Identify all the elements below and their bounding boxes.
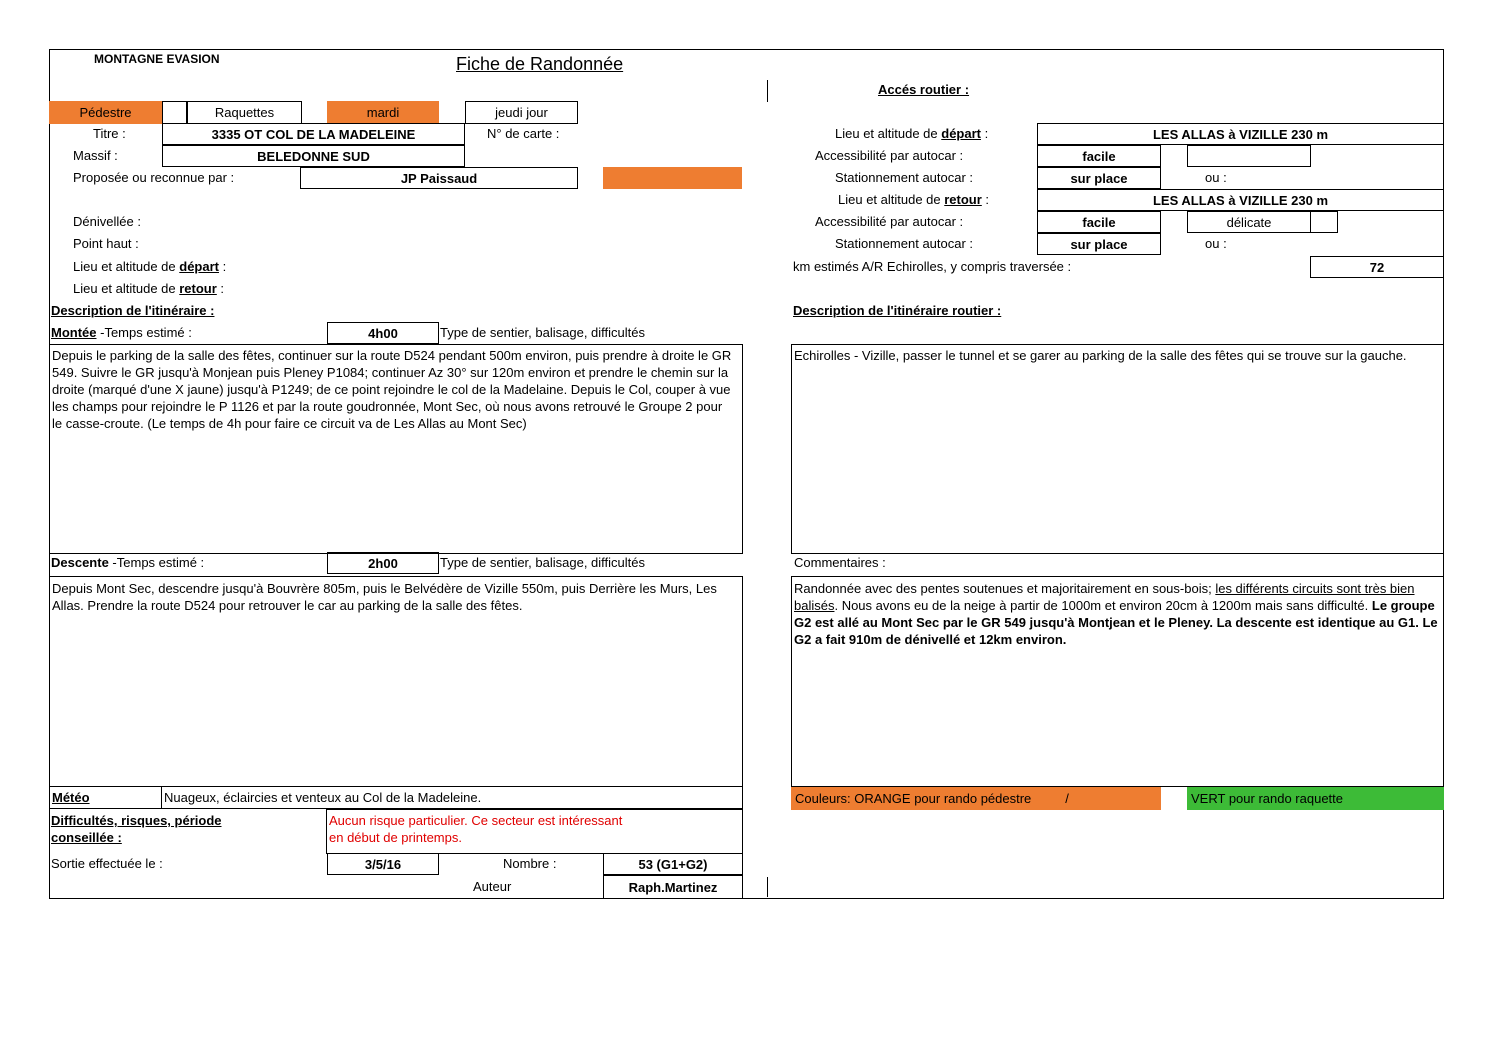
stat1-ou: ou :: [1205, 170, 1227, 185]
difficultes-value-2: en début de printemps.: [329, 830, 462, 845]
carte-label: N° de carte :: [487, 126, 560, 141]
montee-label: [51, 326, 192, 339]
access2-tick: [1310, 211, 1338, 233]
descente-word: Descente: [51, 555, 109, 570]
access1-blank: [1187, 145, 1311, 167]
access2-alt: délicate: [1187, 211, 1311, 233]
type-blank: [162, 101, 187, 124]
footer-divider: [767, 877, 768, 897]
retour-word: retour: [944, 192, 982, 207]
proposee-label: Proposée ou reconnue par :: [73, 170, 235, 185]
retour-value: LES ALLAS à VIZILLE 230 m: [1037, 189, 1444, 211]
auteur-label: Auteur: [473, 879, 512, 894]
retour-suffix: :: [981, 192, 990, 207]
depart-suffix: :: [980, 126, 989, 141]
km-label: km estimés A/R Echirolles, y compris traversée :: [793, 259, 1072, 274]
divider: [767, 80, 768, 102]
lieu-retour-prefix: Lieu et altitude de: [73, 281, 180, 296]
meteo-value: Nuageux, éclaircies et venteux au Col de la Madeleine.: [164, 790, 482, 805]
route-text-box: [791, 344, 1444, 554]
difficultes-label-1: Difficultés, risques, période: [51, 813, 222, 828]
route-text: Echirolles - Vizille, passer le tunnel et se garer au parking de la salle des fêtes qui se trouve sur la gauche.: [794, 348, 1407, 363]
couleurs-slash: /: [1065, 791, 1069, 806]
access2-label: Accessibilité par autocar :: [815, 214, 964, 229]
descente-rest: -Temps estimé :: [108, 555, 205, 570]
meteo-divider: [161, 786, 162, 809]
stat1-value: sur place: [1037, 167, 1161, 189]
lieu-retour-suffix: :: [216, 281, 225, 296]
nombre-label: Nombre :: [503, 856, 557, 871]
descente-text: Depuis Mont Sec, descendre jusqu'à Bouvrère 805m, puis le Belvédère de Vizille 550m, puis Derrière les Murs, Les Allas. Prendre la route D524 pour retrouver le car au parking de la salle des fêtes.: [52, 581, 717, 613]
retour-label: [838, 193, 989, 206]
nombre-value: 53 (G1+G2): [603, 853, 743, 875]
comment-part4: Le groupe G2 est allé au Mont Sec par le GR 549 jusqu'à Montjean et le Pleney. La descente est identique au G1. Le G2 a fait 910m de dénivellé et 12km environ.: [794, 598, 1438, 647]
comment-part1: Randonnée avec des pentes soutenues et majoritairement en sous-bois;: [794, 581, 1216, 596]
sortie-label: Sortie effectuée le :: [51, 856, 163, 871]
commentaires-label: Commentaires :: [794, 555, 886, 570]
access2-value: facile: [1037, 211, 1161, 233]
couleurs-orange: [791, 787, 1161, 810]
sentier-label-descente: Type de sentier, balisage, difficultés: [440, 555, 645, 570]
auteur-value: Raph.Martinez: [603, 875, 743, 899]
lieu-depart-word: départ: [179, 259, 219, 274]
acces-routier-heading: Accés routier :: [878, 82, 970, 97]
stat2-label: Stationnement autocar :: [835, 236, 974, 251]
montee-text: Depuis le parking de la salle des fêtes, continuer sur la route D524 pendant 500m environ, puis prendre à droite le GR 549. Suivre le GR jusqu'à Monjean puis Pleney P1084; continuer Az 30° sur 120m environ et prendre le chemin sur la droite (marqué d'une X jaune) jusqu'à P1249; de ce point rejoindre le col de la Madelaine. Depuis le Col, couper à vue les champs pour rejoindre le P 1126 et par la route goudronnée, Mont Sec, où nous avons retrouvé le Groupe 2 pour le casse-croute. (Le temps de 4h pour faire ce circuit va de Les Allas au Mont Sec): [52, 348, 732, 431]
access1-label: Accessibilité par autocar :: [815, 148, 964, 163]
stat1-label: Stationnement autocar :: [835, 170, 974, 185]
meteo-label: Météo: [52, 790, 90, 805]
stat2-value: sur place: [1037, 233, 1161, 255]
difficultes-value-1: Aucun risque particulier. Ce secteur est intéressant: [329, 813, 623, 828]
sentier-label-montee: Type de sentier, balisage, difficultés: [440, 325, 645, 340]
retour-prefix: Lieu et altitude de: [838, 192, 945, 207]
massif-label: Massif :: [73, 148, 118, 163]
lieu-retour-word: retour: [179, 281, 217, 296]
day-mardi: mardi: [327, 101, 439, 124]
difficultes-label-2: conseillée :: [51, 830, 122, 845]
point-haut-label: Point haut :: [73, 236, 139, 251]
lieu-depart-prefix: Lieu et altitude de: [73, 259, 180, 274]
depart-label: [835, 127, 988, 140]
montee-time: 4h00: [327, 322, 439, 344]
type-pedestre: Pédestre: [49, 101, 162, 124]
couleurs-left: Couleurs: ORANGE pour rando pédestre: [795, 791, 1032, 806]
descente-time: 2h00: [327, 552, 439, 574]
massif-value: BELEDONNE SUD: [162, 145, 465, 167]
stat2-ou: ou :: [1205, 236, 1227, 251]
montee-rest: -Temps estimé :: [96, 325, 192, 340]
depart-word: départ: [941, 126, 981, 141]
lieu-retour-label: [73, 282, 224, 295]
page-title: Fiche de Randonnée: [456, 54, 624, 74]
orange-marker: [603, 167, 742, 189]
day-jeudi: jeudi jour: [465, 101, 578, 124]
access1-value: facile: [1037, 145, 1161, 167]
km-value: 72: [1310, 256, 1444, 278]
couleurs-green: VERT pour rando raquette: [1187, 787, 1444, 810]
desc-itineraire-heading: Description de l'itinéraire :: [51, 303, 215, 318]
depart-prefix: Lieu et altitude de: [835, 126, 942, 141]
lieu-depart-label: [73, 260, 226, 273]
montee-word: Montée: [51, 325, 97, 340]
type-raquettes: Raquettes: [187, 101, 302, 124]
comment-part2: les différents circuits sont très bien balisés: [794, 581, 1415, 613]
proposee-value: JP Paissaud: [300, 167, 578, 189]
descente-label: [51, 556, 204, 569]
lieu-depart-suffix: :: [218, 259, 227, 274]
titre-label: Titre :: [93, 126, 126, 141]
comment-text: [794, 580, 1440, 648]
depart-value: LES ALLAS à VIZILLE 230 m: [1037, 123, 1444, 145]
titre-value: 3335 OT COL DE LA MADELEINE: [162, 123, 465, 145]
org-name: MONTAGNE EVASION: [94, 52, 220, 66]
sortie-date: 3/5/16: [327, 853, 439, 875]
comment-part3: . Nous avons eu de la neige à partir de 1000m et environ 20cm à 1200m mais sans difficulté.: [834, 598, 1372, 613]
denivellee-label: Dénivellée :: [73, 214, 141, 229]
desc-route-heading: Description de l'itinéraire routier :: [793, 303, 1002, 318]
